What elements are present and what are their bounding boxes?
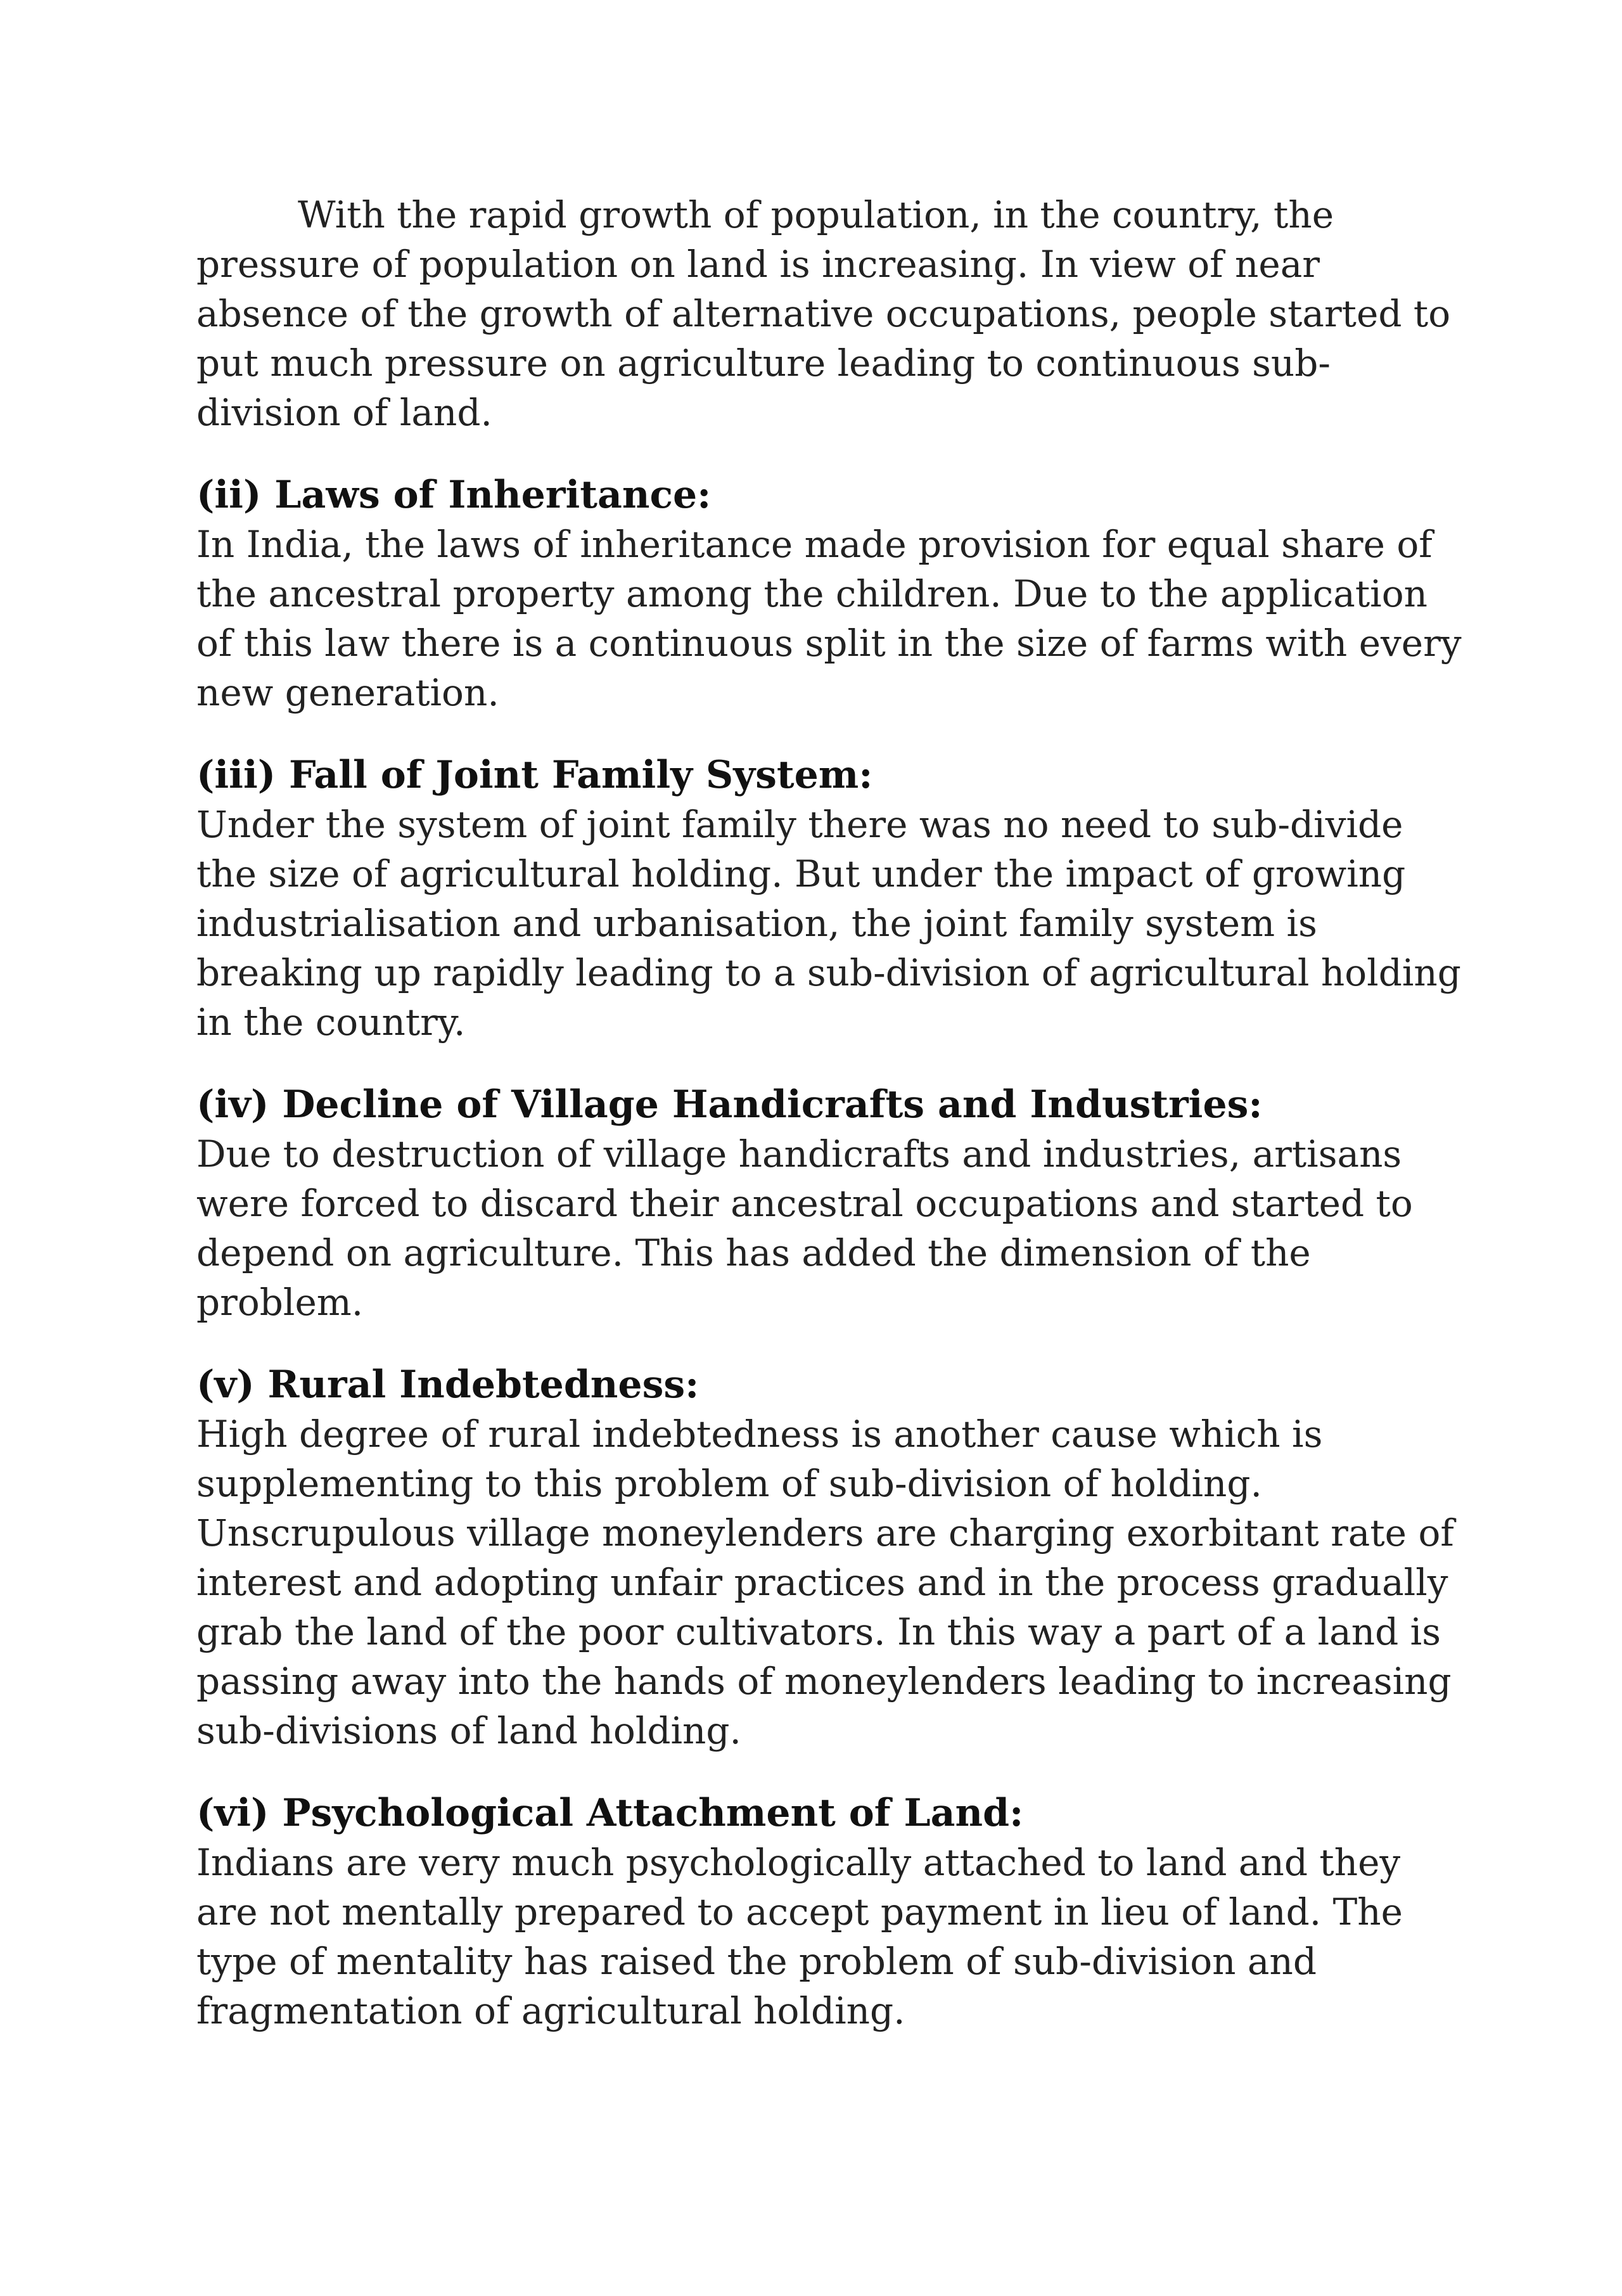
section-paragraph: Under the system of joint family there was no need to sub-divide the size of agricultural holding. But under the impact of growing industrialisation and urbanisation, the joint family system is breaking up rapidly leading to a sub-division of agricultural holding in the country. (196, 803, 1461, 1044)
section-heading: (ii) Laws of Inheritance: (196, 473, 712, 517)
section-heading: (iv) Decline of Village Handicrafts and Industries: (196, 1082, 1263, 1127)
section-heading: (vi) Psychological Attachment of Land: (196, 1791, 1024, 1835)
section-heading: (v) Rural Indebtedness: (196, 1363, 699, 1407)
section-paragraph: In India, the laws of inheritance made provision for equal share of the ancestral property among the children. Due to the application of this law there is a continuous split in the size of farms with every new generation. (196, 523, 1462, 714)
document-page (196, 190, 1464, 2036)
section-paragraph: Due to destruction of village handicrafts and industries, artisans were forced to discard their ancestral occupations and started to depend on agriculture. This has added the dimension of the problem. (196, 1132, 1413, 1324)
section-decline-of-village-handicrafts (196, 1080, 1464, 1327)
section-fall-of-joint-family-system (196, 750, 1464, 1047)
section-paragraph: Indians are very much psychologically attached to land and they are not mentally prepared to accept payment in lieu of land. The type of mentality has raised the problem of sub-division and fragmentation of agricultural holding. (196, 1841, 1403, 2032)
section-heading: (iii) Fall of Joint Family System: (196, 753, 873, 797)
section-rural-indebtedness (196, 1360, 1464, 1755)
intro-paragraph: With the rapid growth of population, in the country, the pressure of population on land is increasing. In view of near absence of the growth of alternative occupations, people started to put much pressure on agriculture leading to continuous sub-division of land. (196, 193, 1451, 434)
section-paragraph: High degree of rural indebtedness is another cause which is supplementing to this problem of sub-division of holding. Unscrupulous village moneylenders are charging exorbitant rate of interest and adopting unfair practices and in the process gradually grab the land of the poor cultivators. In this way a part of a land is passing away into the hands of moneylenders leading to increasing sub-divisions of land holding. (196, 1413, 1454, 1752)
section-laws-of-inheritance (196, 470, 1464, 717)
section-psychological-attachment-of-land (196, 1788, 1464, 2036)
